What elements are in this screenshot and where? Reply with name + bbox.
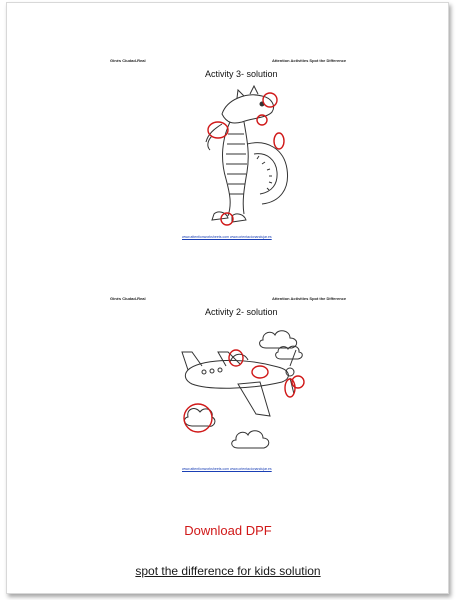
activity-2-title: Activity 2- solution <box>205 307 278 317</box>
activity-2-links[interactable]: www.attentionworksheets.com www.orientacionandujar.es <box>182 467 272 471</box>
page1-header-left: Ginés Ciudad-Real <box>110 58 146 63</box>
page2-header-right: Attention Activities Spot the Difference <box>272 296 347 301</box>
download-pdf-link[interactable]: Download DPF <box>184 523 272 538</box>
airplane-illustration <box>178 322 313 467</box>
activity-3-title: Activity 3- solution <box>205 69 278 79</box>
dragon-illustration <box>192 84 302 234</box>
spot-difference-link[interactable]: spot the difference for kids solution <box>135 564 321 578</box>
page1-header-right: Attention Activities Spot the Difference <box>272 58 347 63</box>
page2-header-left: Ginés Ciudad-Real <box>110 296 146 301</box>
activity-3-links[interactable]: www.attentionworksheets.com www.orientacionandujar.es <box>182 235 272 239</box>
